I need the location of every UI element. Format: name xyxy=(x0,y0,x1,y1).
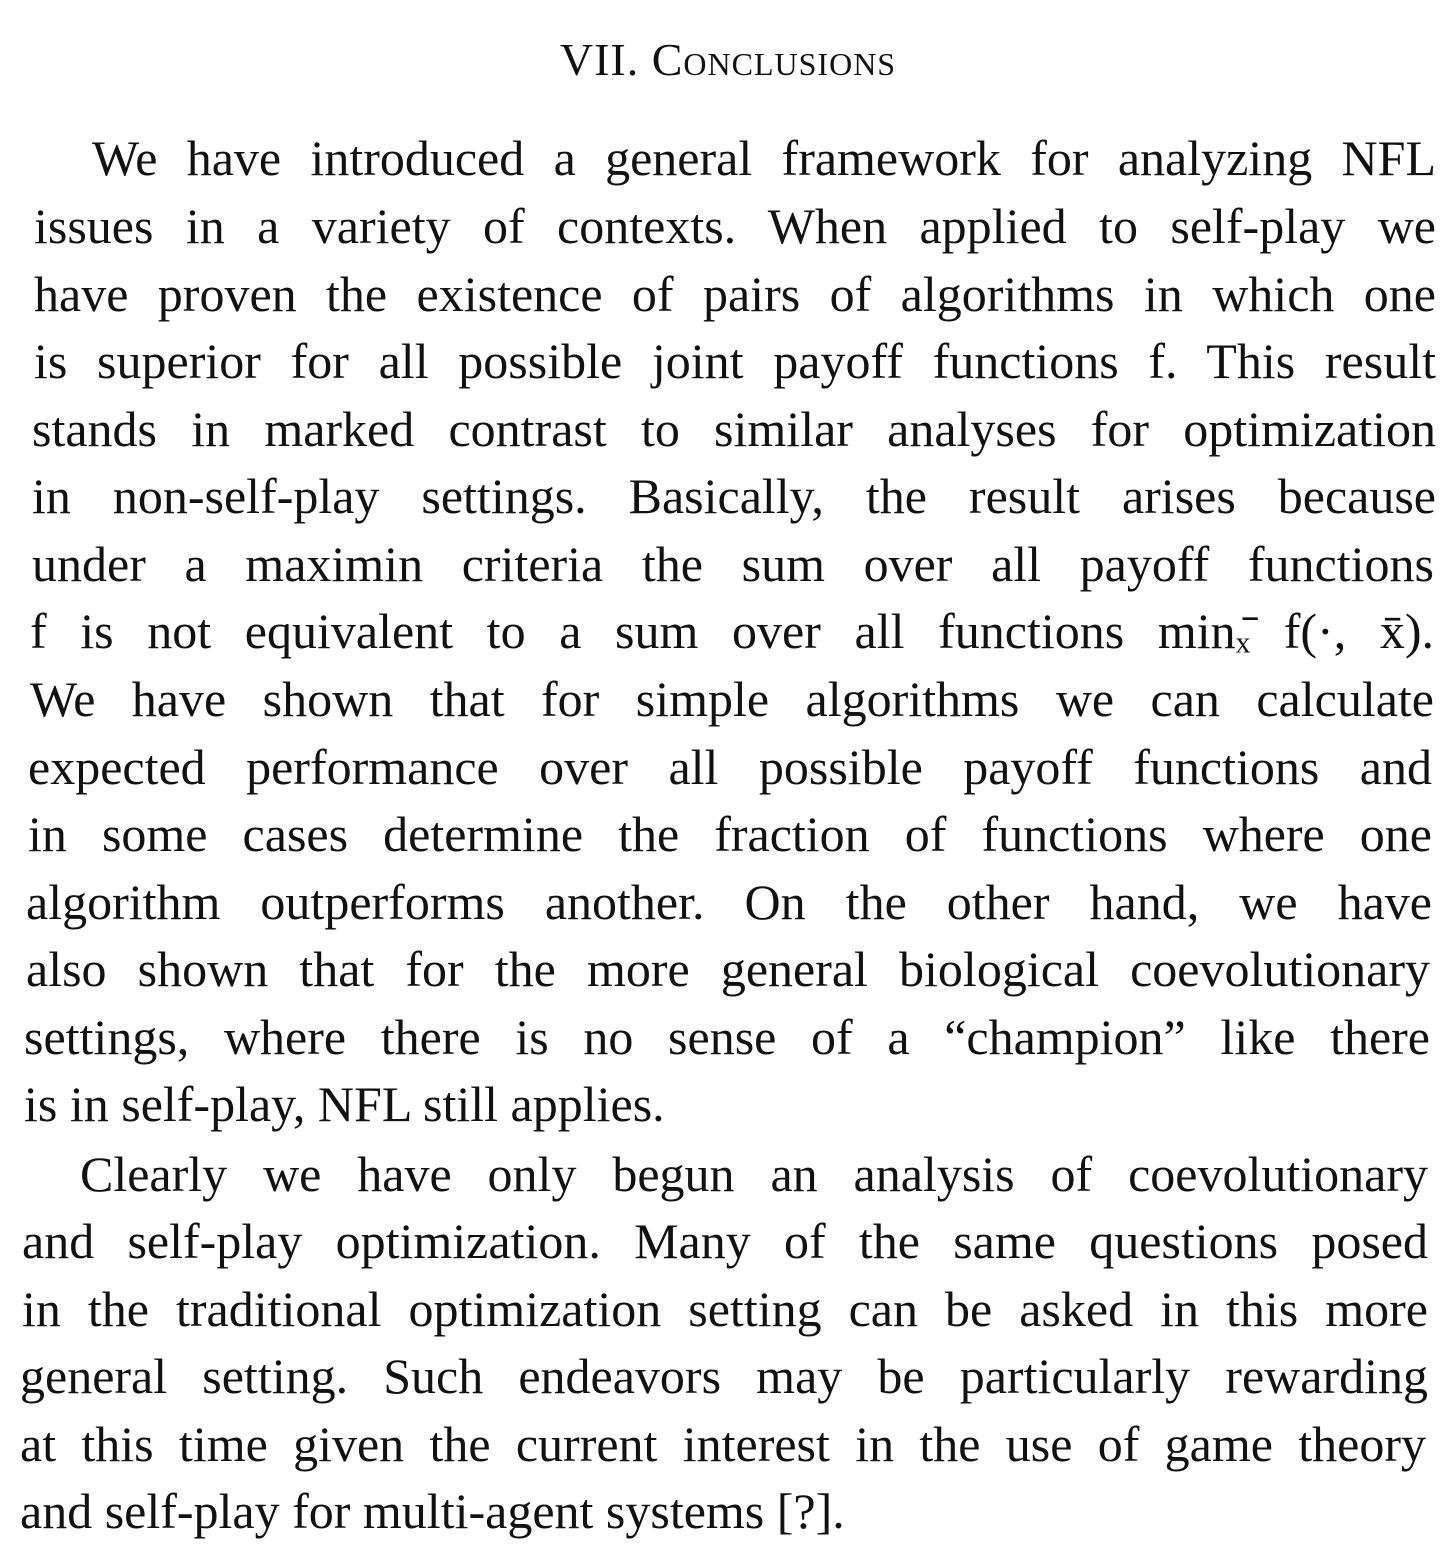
section-title-text: Conclusions xyxy=(651,34,897,85)
paragraph-line: Clearly we have only begun an analysis of coevolutionary xyxy=(80,1146,1428,1202)
paragraph-line: under a maximin criteria the sum over all payoff functions xyxy=(32,536,1434,592)
paragraph-line: We have introduced a general framework for analyzing NFL xyxy=(92,130,1436,186)
paragraph-line: stands in marked contrast to similar analyses for optimization xyxy=(32,401,1436,457)
paragraph-line: settings, where there is no sense of a “champion” like there xyxy=(24,1009,1430,1065)
paragraph-line: in some cases determine the fraction of functions where one xyxy=(28,806,1432,862)
paragraph-line: in non-self-play settings. Basically, the result arises because xyxy=(32,468,1436,524)
paragraph-line: issues in a variety of contexts. When applied to self-play we xyxy=(34,198,1436,254)
paragraph-line: in the traditional optimization setting can be asked in this more xyxy=(22,1281,1428,1337)
paragraph-line: We have shown that for simple algorithms we can calculate xyxy=(30,671,1434,727)
paragraph-line: f is not equivalent to a sum over all functions minₓ̄ f(·, x̄). xyxy=(30,603,1434,659)
paragraph-line: also shown that for the more general biological coevolutionary xyxy=(26,941,1430,997)
paragraph-line: is superior for all possible joint payoff functions f. This result xyxy=(34,333,1436,389)
section-number: VII. xyxy=(559,34,640,85)
paragraph-line: and self-play for multi-agent systems [?]. xyxy=(20,1483,845,1539)
paragraph-line: have proven the existence of pairs of algorithms in which one xyxy=(34,266,1436,322)
section-heading xyxy=(0,28,1456,92)
paragraph-line: and self-play optimization. Many of the same questions posed xyxy=(22,1213,1428,1269)
paragraph-line: algorithm outperforms another. On the other hand, we have xyxy=(26,874,1432,930)
paragraph-line: at this time given the current interest in the use of game theory xyxy=(20,1416,1426,1472)
paragraph-line: general setting. Such endeavors may be particularly rewarding xyxy=(20,1348,1428,1404)
paragraph-line: is in self-play, NFL still applies. xyxy=(24,1076,665,1132)
paragraph-line: expected performance over all possible payoff functions and xyxy=(28,739,1432,795)
